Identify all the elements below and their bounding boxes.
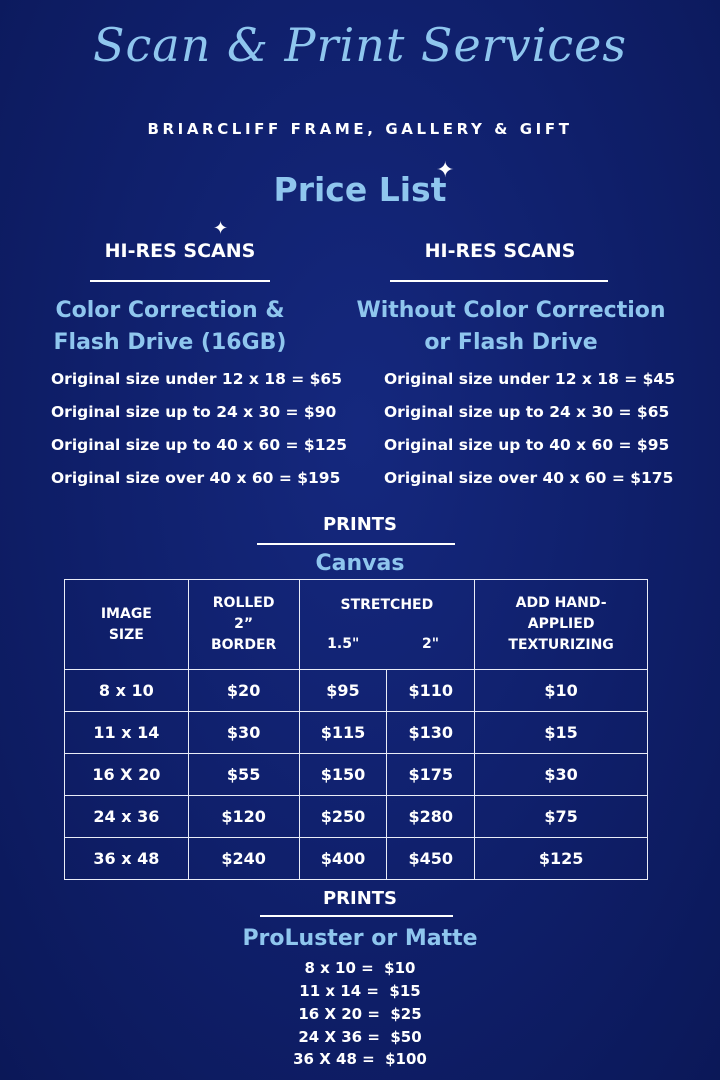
right-scans-subheading-line2: or Flash Drive (424, 330, 598, 355)
cell-stretched-1-5: $95 (299, 670, 387, 712)
right-scan-price: Original size up to 40 x 60 = $95 (384, 436, 670, 454)
cell-rolled: $20 (188, 670, 299, 712)
cell-stretched-1-5: $250 (299, 796, 387, 838)
matte-subheading: ProLuster or Matte (242, 926, 478, 951)
cell-rolled: $240 (188, 838, 299, 880)
cell-stretched-2: $130 (387, 712, 475, 754)
header-texturizing: ADD HAND- APPLIED TEXTURIZING (475, 580, 648, 670)
matte-price-line: 11 x 14 = $15 (299, 982, 421, 1000)
matte-price-line: 24 X 36 = $50 (298, 1028, 422, 1046)
cell-stretched-2: $450 (387, 838, 475, 880)
divider (257, 543, 455, 545)
divider (260, 915, 453, 917)
table-row (65, 712, 648, 754)
canvas-prints-heading: PRINTS (322, 514, 398, 535)
matte-price-line: 16 X 20 = $25 (298, 1005, 422, 1023)
cell-size: 8 x 10 (65, 670, 189, 712)
cell-rolled: $120 (188, 796, 299, 838)
business-name: BRIARCLIFF FRAME, GALLERY & GIFT (147, 120, 573, 138)
table-header-row (65, 580, 648, 670)
cell-rolled: $30 (188, 712, 299, 754)
canvas-subheading: Canvas (315, 551, 405, 576)
cell-stretched-1-5: $400 (299, 838, 387, 880)
table-row (65, 796, 648, 838)
cell-stretched-2: $175 (387, 754, 475, 796)
header-image-size: IMAGE SIZE (65, 580, 189, 670)
cell-size: 24 x 36 (65, 796, 189, 838)
cell-texturizing: $125 (475, 838, 648, 880)
cell-size: 36 x 48 (65, 838, 189, 880)
cell-texturizing: $15 (475, 712, 648, 754)
matte-price-line: 8 x 10 = $10 (304, 959, 416, 977)
table-row (65, 754, 648, 796)
sparkle-icon: ✦ (436, 158, 455, 183)
table-row (65, 670, 648, 712)
cell-size: 11 x 14 (65, 712, 189, 754)
header-stretched: STRETCHED 1.5" 2" (299, 580, 475, 670)
script-title: Scan & Print Services (93, 18, 627, 72)
table-row (65, 838, 648, 880)
left-scan-price: Original size over 40 x 60 = $195 (51, 469, 341, 487)
left-scan-price: Original size up to 40 x 60 = $125 (51, 436, 348, 454)
matte-prints-heading: PRINTS (322, 888, 398, 909)
right-scans-subheading-line1: Without Color Correction (356, 298, 666, 323)
cell-size: 16 X 20 (65, 754, 189, 796)
left-scans-subheading-line1: Color Correction & (55, 298, 285, 323)
cell-stretched-1-5: $115 (299, 712, 387, 754)
left-scans-heading: HI-RES SCANS (104, 240, 256, 262)
header-stretched-1-5: 1.5" (327, 635, 360, 652)
header-rolled-border: ROLLED 2” BORDER (188, 580, 299, 670)
right-scan-price: Original size up to 24 x 30 = $65 (384, 403, 670, 421)
matte-price-line: 36 X 48 = $100 (293, 1050, 427, 1068)
header-stretched-2: 2" (422, 635, 440, 652)
price-list-title: Price List (273, 170, 447, 209)
sparkle-icon: ✦ (213, 218, 229, 239)
cell-texturizing: $75 (475, 796, 648, 838)
left-scans-subheading-line2: Flash Drive (16GB) (53, 330, 287, 355)
right-scan-price: Original size under 12 x 18 = $45 (384, 370, 675, 388)
cell-stretched-2: $280 (387, 796, 475, 838)
cell-stretched-2: $110 (387, 670, 475, 712)
cell-texturizing: $10 (475, 670, 648, 712)
cell-stretched-1-5: $150 (299, 754, 387, 796)
left-scan-price: Original size up to 24 x 30 = $90 (51, 403, 337, 421)
cell-rolled: $55 (188, 754, 299, 796)
canvas-price-table (64, 579, 648, 880)
right-scans-heading: HI-RES SCANS (424, 240, 576, 262)
divider (390, 280, 608, 282)
cell-texturizing: $30 (475, 754, 648, 796)
right-scan-price: Original size over 40 x 60 = $175 (384, 469, 674, 487)
left-scan-price: Original size under 12 x 18 = $65 (51, 370, 342, 388)
divider (90, 280, 270, 282)
